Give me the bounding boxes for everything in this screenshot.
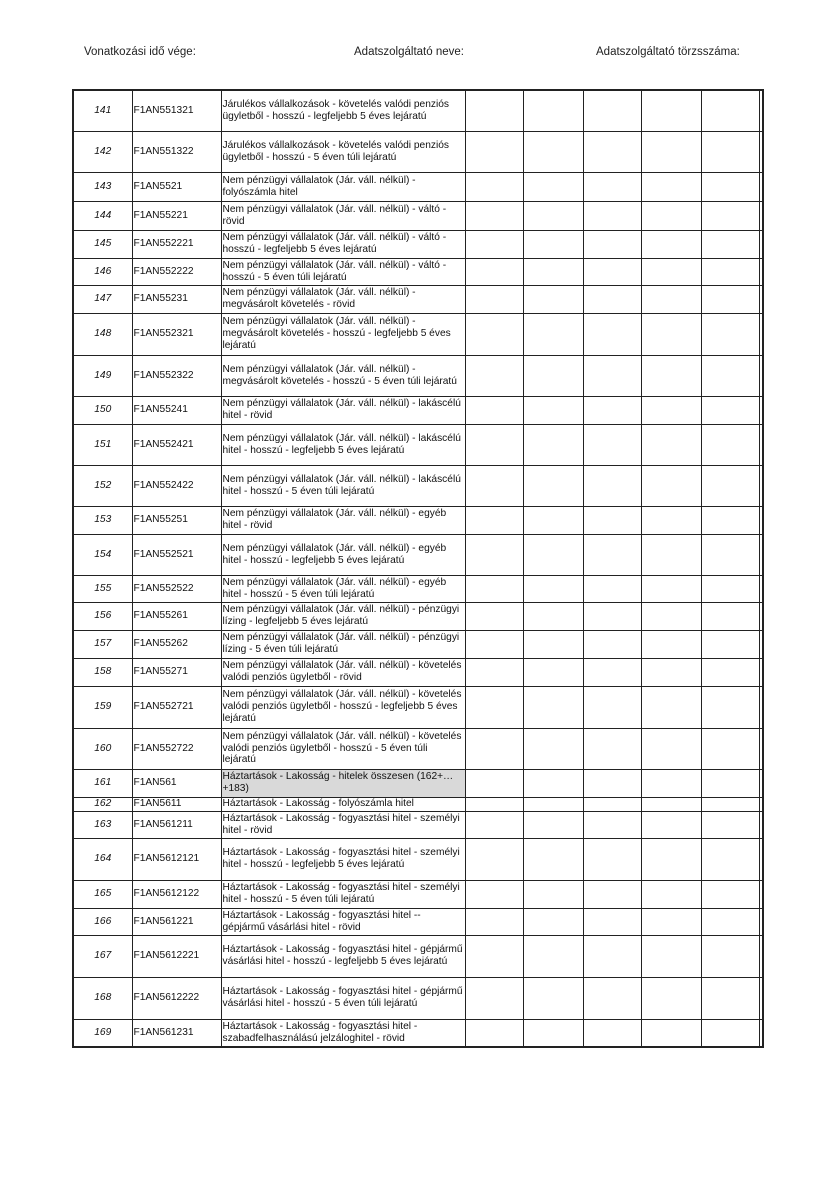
row-code: F1AN5612122 [132,880,221,908]
row-code: F1AN561211 [132,811,221,838]
value-cell[interactable] [641,90,701,131]
value-cell[interactable] [759,935,763,977]
value-cell[interactable] [465,201,523,230]
value-cell[interactable] [641,811,701,838]
value-cell[interactable] [465,424,523,465]
row-description: Nem pénzügyi vállalatok (Jár. váll. nélkül) - lakáscélú hitel - hosszú - legfeljebb 5 éves lejáratú [221,424,465,465]
table-row [73,396,763,424]
row-description: Nem pénzügyi vállalatok (Jár. váll. nélkül) - követelés valódi penziós ügyletből - hosszú - 5 éven túli lejáratú [221,728,465,769]
value-cell[interactable] [523,90,583,131]
table-row [73,534,763,575]
value-cell[interactable] [583,465,641,506]
value-cell[interactable] [701,728,759,769]
value-cell[interactable] [759,1019,763,1047]
value-cell[interactable] [759,396,763,424]
value-cell[interactable] [701,131,759,172]
value-cell[interactable] [583,838,641,880]
value-cell[interactable] [465,465,523,506]
value-cell[interactable] [759,424,763,465]
table-row [73,728,763,769]
value-cell[interactable] [583,797,641,811]
value-cell[interactable] [701,797,759,811]
row-description: Nem pénzügyi vállalatok (Jár. váll. nélkül) - váltó - hosszú - 5 éven túli lejáratú [221,258,465,285]
row-code: F1AN55261 [132,602,221,630]
value-cell[interactable] [583,908,641,935]
value-cell[interactable] [641,506,701,534]
value-cell[interactable] [583,658,641,686]
value-cell[interactable] [641,258,701,285]
row-number: 154 [73,534,132,575]
value-cell[interactable] [465,630,523,658]
table-row [73,506,763,534]
row-number: 164 [73,838,132,880]
value-cell[interactable] [465,534,523,575]
value-cell[interactable] [583,230,641,258]
value-cell[interactable] [759,355,763,396]
row-code: F1AN552421 [132,424,221,465]
value-cell[interactable] [759,908,763,935]
value-cell[interactable] [641,131,701,172]
value-cell[interactable] [759,258,763,285]
table-row [73,811,763,838]
table-row [73,935,763,977]
value-cell[interactable] [523,313,583,355]
value-cell[interactable] [583,285,641,313]
row-description: Háztartások - Lakosság - fogyasztási hitel - gépjármű vásárlási hitel - hosszú - legfeljebb 5 éves lejáratú [221,935,465,977]
provider-registration-number-label: Adatszolgáltató törzsszáma: [596,46,740,58]
value-cell[interactable] [701,838,759,880]
value-cell[interactable] [583,811,641,838]
row-description: Nem pénzügyi vállalatok (Jár. váll. nélkül) - váltó - hosszú - legfeljebb 5 éves lejáratú [221,230,465,258]
row-code: F1AN552721 [132,686,221,728]
value-cell[interactable] [641,465,701,506]
value-cell[interactable] [465,686,523,728]
row-number: 148 [73,313,132,355]
row-number: 169 [73,1019,132,1047]
row-code: F1AN552321 [132,313,221,355]
row-number: 153 [73,506,132,534]
value-cell[interactable] [701,230,759,258]
value-cell[interactable] [465,797,523,811]
value-cell[interactable] [701,424,759,465]
value-cell[interactable] [641,769,701,797]
value-cell[interactable] [465,230,523,258]
table-row [73,230,763,258]
row-number: 159 [73,686,132,728]
value-cell[interactable] [701,172,759,201]
value-cell[interactable] [583,355,641,396]
row-code: F1AN561 [132,769,221,797]
row-description: Nem pénzügyi vállalatok (Jár. váll. nélkül) - pénzügyi lízing - legfeljebb 5 éves lejáratú [221,602,465,630]
value-cell[interactable] [759,201,763,230]
value-cell[interactable] [759,630,763,658]
value-cell[interactable] [523,465,583,506]
row-description: Háztartások - Lakosság - fogyasztási hitel - személyi hitel - hosszú - legfeljebb 5 éves lejáratú [221,838,465,880]
row-code: F1AN5521 [132,172,221,201]
row-code: F1AN55241 [132,396,221,424]
value-cell[interactable] [583,769,641,797]
value-cell[interactable] [523,838,583,880]
value-cell[interactable] [641,658,701,686]
table-row [73,575,763,602]
row-description: Nem pénzügyi vállalatok (Jár. váll. nélkül) - megvásárolt követelés - rövid [221,285,465,313]
value-cell[interactable] [465,880,523,908]
row-number: 145 [73,230,132,258]
row-number: 150 [73,396,132,424]
table-row [73,172,763,201]
value-cell[interactable] [523,880,583,908]
row-description: Háztartások - Lakosság - folyószámla hitel [221,797,465,811]
row-description: Nem pénzügyi vállalatok (Jár. váll. nélkül) - egyéb hitel - hosszú - legfeljebb 5 éves lejáratú [221,534,465,575]
row-description: Nem pénzügyi vállalatok (Jár. váll. nélkül) - megvásárolt követelés - hosszú - 5 éven túli lejáratú [221,355,465,396]
value-cell[interactable] [701,90,759,131]
row-code: F1AN55271 [132,658,221,686]
row-description: Háztartások - Lakosság - fogyasztási hitel - személyi hitel - hosszú - 5 éven túli lejáratú [221,880,465,908]
value-cell[interactable] [523,1019,583,1047]
value-cell[interactable] [465,728,523,769]
row-number: 144 [73,201,132,230]
row-code: F1AN5612222 [132,977,221,1019]
value-cell[interactable] [759,131,763,172]
value-cell[interactable] [701,506,759,534]
value-cell[interactable] [759,575,763,602]
row-number: 168 [73,977,132,1019]
table-row [73,285,763,313]
row-number: 149 [73,355,132,396]
row-number: 152 [73,465,132,506]
row-code: F1AN5612121 [132,838,221,880]
row-description: Nem pénzügyi vállalatok (Jár. váll. nélkül) - lakáscélú hitel - rövid [221,396,465,424]
row-number: 165 [73,880,132,908]
table-row [73,838,763,880]
value-cell[interactable] [465,258,523,285]
value-cell[interactable] [583,131,641,172]
row-description: Háztartások - Lakosság - hitelek összesen (162+…+183) [221,769,465,797]
value-cell[interactable] [465,838,523,880]
value-cell[interactable] [523,769,583,797]
value-cell[interactable] [641,977,701,1019]
row-code: F1AN552222 [132,258,221,285]
value-cell[interactable] [701,534,759,575]
table-row [73,977,763,1019]
value-cell[interactable] [523,630,583,658]
value-cell[interactable] [759,285,763,313]
row-code: F1AN552322 [132,355,221,396]
value-cell[interactable] [759,811,763,838]
value-cell[interactable] [701,355,759,396]
value-cell[interactable] [523,424,583,465]
value-cell[interactable] [523,728,583,769]
row-number: 167 [73,935,132,977]
value-cell[interactable] [583,506,641,534]
value-cell[interactable] [641,313,701,355]
value-cell[interactable] [465,506,523,534]
value-cell[interactable] [583,630,641,658]
value-cell[interactable] [465,285,523,313]
row-description: Háztartások - Lakosság - fogyasztási hitel -- gépjármű vásárlási hitel - rövid [221,908,465,935]
value-cell[interactable] [523,602,583,630]
value-cell[interactable] [641,230,701,258]
row-number: 141 [73,90,132,131]
row-number: 166 [73,908,132,935]
row-code: F1AN55251 [132,506,221,534]
provider-name-label: Adatszolgáltató neve: [354,46,464,58]
value-cell[interactable] [641,908,701,935]
value-cell[interactable] [465,575,523,602]
row-code: F1AN551321 [132,90,221,131]
row-code: F1AN552722 [132,728,221,769]
value-cell[interactable] [523,575,583,602]
value-cell[interactable] [583,728,641,769]
reference-period-end-label: Vonatkozási idő vége: [84,46,196,58]
value-cell[interactable] [465,769,523,797]
value-cell[interactable] [759,534,763,575]
row-description: Háztartások - Lakosság - fogyasztási hitel - személyi hitel - rövid [221,811,465,838]
report-table-body [73,90,763,1047]
value-cell[interactable] [641,838,701,880]
value-cell[interactable] [523,686,583,728]
value-cell[interactable] [523,797,583,811]
value-cell[interactable] [701,935,759,977]
value-cell[interactable] [641,285,701,313]
row-number: 151 [73,424,132,465]
value-cell[interactable] [701,908,759,935]
table-row [73,602,763,630]
value-cell[interactable] [641,686,701,728]
value-cell[interactable] [759,658,763,686]
value-cell[interactable] [641,1019,701,1047]
row-description: Háztartások - Lakosság - fogyasztási hitel - gépjármű vásárlási hitel - hosszú - 5 éven túli lejáratú [221,977,465,1019]
row-number: 155 [73,575,132,602]
value-cell[interactable] [701,880,759,908]
row-number: 162 [73,797,132,811]
row-number: 142 [73,131,132,172]
row-description: Járulékos vállalkozások - követelés valódi penziós ügyletből - hosszú - 5 éven túli lejáratú [221,131,465,172]
row-code: F1AN5612221 [132,935,221,977]
value-cell[interactable] [523,355,583,396]
table-row [73,1019,763,1047]
row-description: Nem pénzügyi vállalatok (Jár. váll. nélkül) - váltó - rövid [221,201,465,230]
value-cell[interactable] [701,575,759,602]
value-cell[interactable] [465,172,523,201]
row-number: 147 [73,285,132,313]
value-cell[interactable] [701,1019,759,1047]
value-cell[interactable] [759,769,763,797]
row-description: Nem pénzügyi vállalatok (Jár. váll. nélkül) - követelés valódi penziós ügyletből - rövid [221,658,465,686]
value-cell[interactable] [701,201,759,230]
value-cell[interactable] [523,506,583,534]
value-cell[interactable] [759,313,763,355]
table-row [73,797,763,811]
value-cell[interactable] [701,658,759,686]
value-cell[interactable] [759,728,763,769]
value-cell[interactable] [523,935,583,977]
row-code: F1AN55231 [132,285,221,313]
table-row [73,630,763,658]
value-cell[interactable] [701,811,759,838]
value-cell[interactable] [465,908,523,935]
row-description: Nem pénzügyi vállalatok (Jár. váll. nélkül) - lakáscélú hitel - hosszú - 5 éven túli lejáratú [221,465,465,506]
value-cell[interactable] [523,977,583,1019]
row-code: F1AN561221 [132,908,221,935]
value-cell[interactable] [465,90,523,131]
value-cell[interactable] [523,658,583,686]
value-cell[interactable] [465,313,523,355]
value-cell[interactable] [701,258,759,285]
value-cell[interactable] [759,977,763,1019]
table-row [73,131,763,172]
value-cell[interactable] [523,172,583,201]
value-cell[interactable] [641,602,701,630]
value-cell[interactable] [701,313,759,355]
value-cell[interactable] [759,230,763,258]
value-cell[interactable] [641,728,701,769]
row-description: Nem pénzügyi vállalatok (Jár. váll. nélkül) - egyéb hitel - hosszú - 5 éven túli lejáratú [221,575,465,602]
value-cell[interactable] [641,880,701,908]
value-cell[interactable] [641,575,701,602]
value-cell[interactable] [759,838,763,880]
value-cell[interactable] [583,424,641,465]
value-cell[interactable] [523,396,583,424]
row-description: Nem pénzügyi vállalatok (Jár. váll. nélkül) - folyószámla hitel [221,172,465,201]
table-row [73,465,763,506]
table-row [73,201,763,230]
value-cell[interactable] [523,131,583,172]
value-cell[interactable] [701,396,759,424]
row-code: F1AN5611 [132,797,221,811]
row-description: Nem pénzügyi vállalatok (Jár. váll. nélkül) - egyéb hitel - rövid [221,506,465,534]
table-row [73,769,763,797]
value-cell[interactable] [701,285,759,313]
value-cell[interactable] [583,534,641,575]
table-row [73,880,763,908]
row-number: 146 [73,258,132,285]
value-cell[interactable] [759,506,763,534]
page-header [0,46,832,62]
value-cell[interactable] [583,602,641,630]
row-number: 158 [73,658,132,686]
value-cell[interactable] [583,1019,641,1047]
row-code: F1AN561231 [132,1019,221,1047]
row-description: Járulékos vállalkozások - követelés valódi penziós ügyletből - hosszú - legfeljebb 5 éves lejáratú [221,90,465,131]
row-description: Háztartások - Lakosság - fogyasztási hitel - szabadfelhasználású jelzáloghitel - rövid [221,1019,465,1047]
value-cell[interactable] [701,769,759,797]
value-cell[interactable] [465,977,523,1019]
table-row [73,908,763,935]
value-cell[interactable] [523,230,583,258]
value-cell[interactable] [465,658,523,686]
table-row [73,258,763,285]
value-cell[interactable] [701,602,759,630]
value-cell[interactable] [583,880,641,908]
row-code: F1AN55262 [132,630,221,658]
value-cell[interactable] [583,201,641,230]
value-cell[interactable] [583,396,641,424]
value-cell[interactable] [641,534,701,575]
value-cell[interactable] [759,797,763,811]
value-cell[interactable] [465,602,523,630]
value-cell[interactable] [641,201,701,230]
value-cell[interactable] [465,355,523,396]
row-description: Nem pénzügyi vállalatok (Jár. váll. nélkül) - pénzügyi lízing - 5 éven túli lejáratú [221,630,465,658]
value-cell[interactable] [759,880,763,908]
value-cell[interactable] [641,172,701,201]
row-number: 163 [73,811,132,838]
value-cell[interactable] [523,201,583,230]
value-cell[interactable] [583,686,641,728]
value-cell[interactable] [701,686,759,728]
value-cell[interactable] [523,258,583,285]
row-code: F1AN55221 [132,201,221,230]
value-cell[interactable] [465,396,523,424]
value-cell[interactable] [583,313,641,355]
value-cell[interactable] [759,172,763,201]
value-cell[interactable] [523,534,583,575]
table-row [73,686,763,728]
value-cell[interactable] [641,424,701,465]
value-cell[interactable] [523,811,583,838]
value-cell[interactable] [465,1019,523,1047]
row-number: 157 [73,630,132,658]
row-number: 143 [73,172,132,201]
report-table [72,89,764,1048]
value-cell[interactable] [701,977,759,1019]
value-cell[interactable] [523,285,583,313]
value-cell[interactable] [465,935,523,977]
value-cell[interactable] [759,465,763,506]
value-cell[interactable] [583,935,641,977]
value-cell[interactable] [641,630,701,658]
row-code: F1AN552521 [132,534,221,575]
value-cell[interactable] [523,908,583,935]
value-cell[interactable] [583,258,641,285]
value-cell[interactable] [641,396,701,424]
value-cell[interactable] [701,630,759,658]
row-number: 156 [73,602,132,630]
table-row [73,424,763,465]
row-description: Nem pénzügyi vállalatok (Jár. váll. nélkül) - megvásárolt követelés - hosszú - legfeljebb 5 éves lejáratú [221,313,465,355]
value-cell[interactable] [641,797,701,811]
row-code: F1AN552522 [132,575,221,602]
value-cell[interactable] [759,602,763,630]
value-cell[interactable] [583,172,641,201]
row-code: F1AN552221 [132,230,221,258]
value-cell[interactable] [583,977,641,1019]
value-cell[interactable] [641,935,701,977]
table-row [73,355,763,396]
value-cell[interactable] [759,686,763,728]
value-cell[interactable] [641,355,701,396]
table-row [73,658,763,686]
row-code: F1AN551322 [132,131,221,172]
table-row [73,313,763,355]
value-cell[interactable] [583,90,641,131]
value-cell[interactable] [465,811,523,838]
table-row [73,90,763,131]
value-cell[interactable] [759,90,763,131]
row-code: F1AN552422 [132,465,221,506]
row-number: 160 [73,728,132,769]
row-number: 161 [73,769,132,797]
value-cell[interactable] [465,131,523,172]
value-cell[interactable] [701,465,759,506]
value-cell[interactable] [583,575,641,602]
row-description: Nem pénzügyi vállalatok (Jár. váll. nélkül) - követelés valódi penziós ügyletből - hosszú - legfeljebb 5 éves lejáratú [221,686,465,728]
